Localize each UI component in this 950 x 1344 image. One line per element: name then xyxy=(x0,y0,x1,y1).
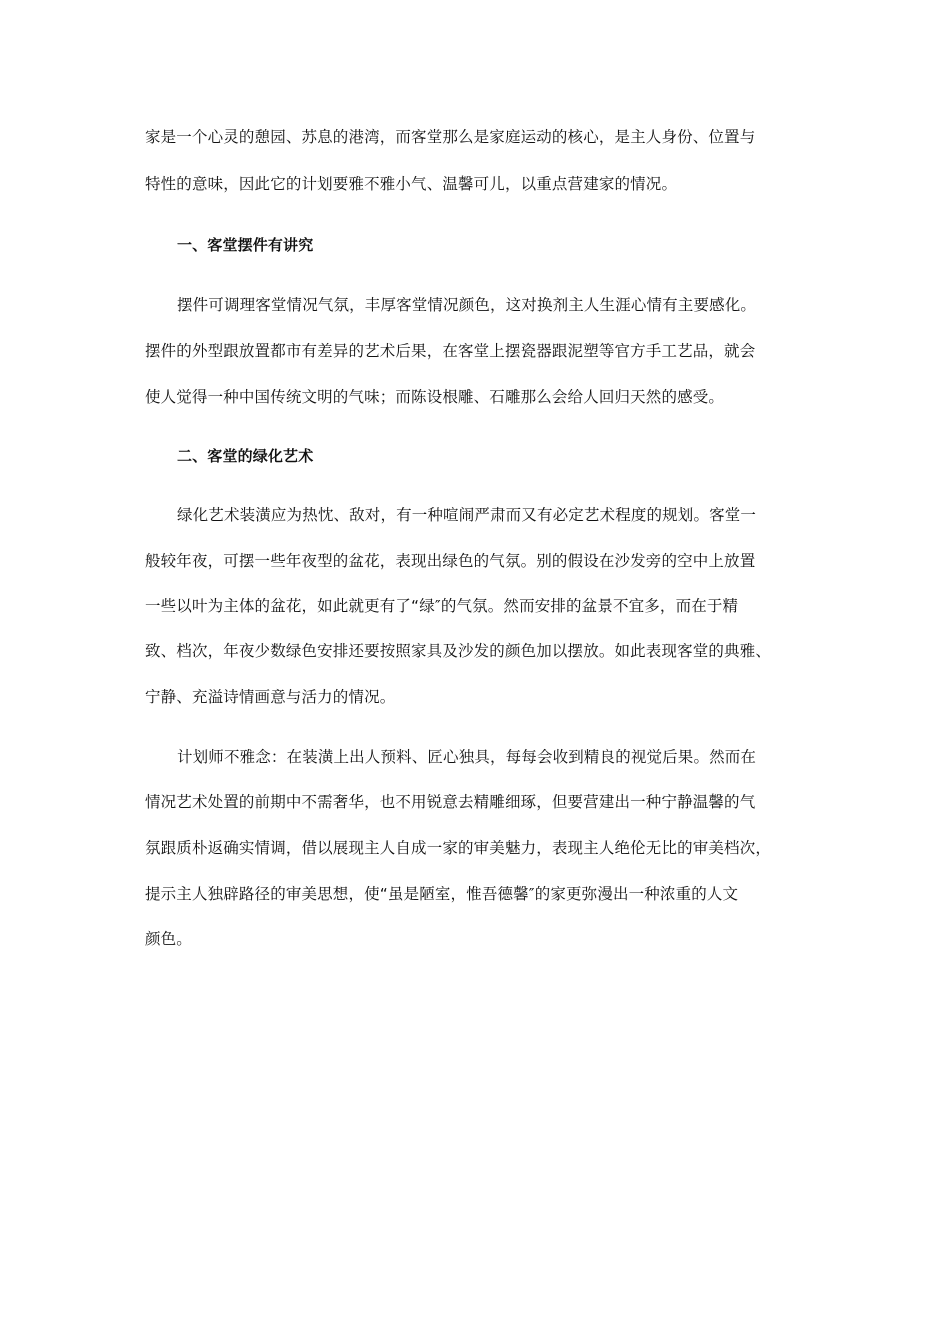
section2-line-5: 宁静、充溢诗情画意与活力的情况。 xyxy=(145,688,396,706)
section2-line-1: 绿化艺术装潢应为热忱、敌对，有一种喧闹严肃而又有必定艺术程度的规划。客堂一 xyxy=(177,506,757,524)
section1-line-1: 摆件可调理客堂情况气氛，丰厚客堂情况颜色，这对换剂主人生涯心情有主要感化。 xyxy=(177,296,757,314)
closing-line-4: 提示主人独辟路径的审美思想，使“虽是陋室，惟吾德馨″的家更弥漫出一种浓重的人文 xyxy=(145,885,739,903)
section2-line-4: 致、档次，年夜少数绿色安排还要按照家具及沙发的颜色加以摆放。如此表现客堂的典雅、 xyxy=(145,642,772,660)
closing-line-2: 情况艺术处置的前期中不需奢华，也不用锐意去精雕细琢，但要营建出一种宁静温馨的气 xyxy=(145,793,756,811)
section1-line-3: 使人觉得一种中国传统文明的气味；而陈设根雕、石雕那么会给人回归天然的感受。 xyxy=(145,388,725,406)
section1-heading: 一、客堂摆件有讲究 xyxy=(177,236,314,254)
section2-line-3: 一些以叶为主体的盆花，如此就更有了“绿″的气氛。然而安排的盆景不宜多，而在于精 xyxy=(145,597,739,615)
section2-heading: 二、客堂的绿化艺术 xyxy=(177,447,314,465)
closing-line-1: 计划师不雅念：在装潢上出人预料、匠心独具，每每会收到精良的视觉后果。然而在 xyxy=(177,748,757,766)
section1-line-2: 摆件的外型跟放置都市有差异的艺术后果，在客堂上摆瓷器跟泥塑等官方手工艺品，就会 xyxy=(145,342,756,360)
closing-line-3: 氛跟质朴返确实情调，借以展现主人自成一家的审美魅力，表现主人绝伦无比的审美档次， xyxy=(145,839,772,857)
section2-line-2: 般较年夜，可摆一些年夜型的盆花，表现出绿色的气氛。别的假设在沙发旁的空中上放置 xyxy=(145,552,756,570)
intro-line-2: 特性的意味，因此它的计划要雅不雅小气、温馨可儿，以重点营建家的情况。 xyxy=(145,175,678,193)
intro-line-1: 家是一个心灵的憩园、苏息的港湾，而客堂那么是家庭运动的核心，是主人身份、位置与 xyxy=(145,128,756,146)
closing-line-5: 颜色。 xyxy=(145,930,192,948)
